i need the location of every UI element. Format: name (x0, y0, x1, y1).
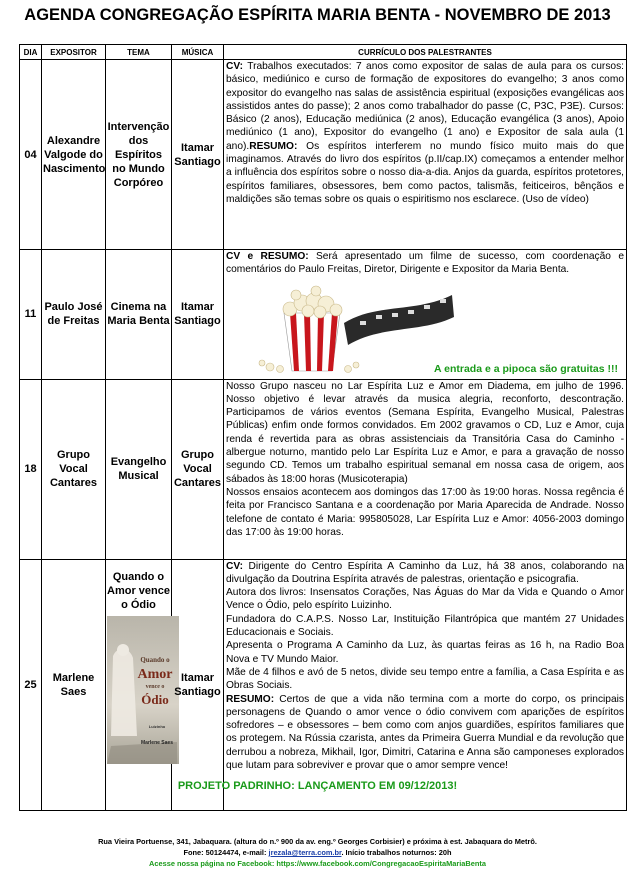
cv-text: Será apresentado um filme de sucesso, com coordenação e comentários do Paulo Freitas, Diretor, Dirigente e Expositor da Maria Benta. (226, 251, 624, 276)
cell-dia: 18 (20, 379, 42, 559)
cell-curriculo (224, 559, 627, 810)
resumo-text: Os espíritos interferem no mundo físico muito mais do que imaginamos. Através do livro dos espíritos (p.II/cap.IX) começamos a entender melhor a influência dos espíritos sobre o nosso dia-a-dia. Anjos da guarda, espíritos protetores, espíritos familiares, obsessores, bem como pactos, talismãs, feiticeiros, bênçãos e maldições são temas sobre os quais o espiritismo nos esclarece. (Uso de vídeo) (226, 140, 624, 205)
radio-paragraph: Apresenta o Programa A Caminho da Luz, às quartas feiras as 16 h, na Radio Boa Nova e TV Mundo Maior. (226, 640, 624, 665)
tema-title: Quando o Amor vence o Ódio (107, 570, 170, 611)
cv-label: CV: (226, 61, 243, 72)
resumo-label: RESUMO: (249, 140, 298, 152)
cell-musica: Itamar Santiago (172, 60, 224, 250)
books-paragraph: Autora dos livros: Insensatos Corações, Nas Águas do Mar da Vida e Quando o Amor Vence o Ódio, pelo espírito Luizinho. (226, 587, 624, 612)
table-row (20, 250, 627, 380)
cell-tema: Cinema na Maria Benta (106, 250, 172, 380)
cell-curriculo (224, 60, 627, 250)
cell-dia: 04 (20, 60, 42, 250)
resumo-paragraph (226, 693, 624, 773)
cell-dia: 25 (20, 559, 42, 810)
cv-label: CV e RESUMO: (226, 251, 309, 262)
footer-facebook[interactable]: Acesse nossa página no Facebook: https://www.facebook.com/CongregacaoEspiritaMariaBenta (149, 859, 486, 868)
svg-text:Amor: Amor (137, 666, 173, 682)
group-description: Nosso Grupo nasceu no Lar Espírita Luz e Amor em Diadema, em julho de 1996. Nosso objetivo é levar através da musica alegria, reconforto, descontração. Participamos de vários eventos (Semana Espírita, Evangelho Musical, Palestras Públicas) enfim onde formos convidados. Em 2002 gravamos o CD, Luz e Amor, cuja renda é revertida para as obras assistenciais da Transitória Casa do Caminho - albergue noturno, mantido pelo Lar Espírita Luz e Amor, e para a gravação de nosso segundo CD. Temos um trabalho espiritual semanal em nossa casa de origem, aos sábados às 18:00 horas (Musicoterapia) (226, 380, 624, 485)
svg-text:Marlene Saes: Marlene Saes (141, 739, 173, 746)
header-tema: TEMA (106, 45, 172, 60)
footer-address: Rua Vieira Portuense, 341, Jabaquara. (altura do n.º 900 da av. eng.º Georges Corbisier) e próxima à est. Jabaquara do Metrô. (98, 837, 537, 846)
cell-expositor: Alexandre Valgode do Nascimento (42, 60, 106, 250)
cell-musica: Grupo Vocal Cantares (172, 379, 224, 559)
table-row (20, 60, 627, 250)
page-title: AGENDA CONGREGAÇÃO ESPÍRITA MARIA BENTA - NOVEMBRO DE 2013 (24, 6, 611, 24)
cell-tema: Evangelho Musical (106, 379, 172, 559)
cell-musica: Itamar Santiago (172, 559, 224, 810)
header-dia: DIA (20, 45, 42, 60)
svg-text:vence o: vence o (145, 683, 165, 690)
cv-paragraph (226, 560, 624, 587)
cell-curriculo (224, 379, 627, 559)
cv-label: CV: (226, 560, 243, 572)
header-curriculo: CURRÍCULO DOS PALESTRANTES (224, 45, 627, 60)
table-row (20, 379, 627, 559)
cell-expositor: Grupo Vocal Cantares (42, 379, 106, 559)
cinema-block (226, 277, 624, 379)
header-expositor: EXPOSITOR (42, 45, 106, 60)
header-musica: MÚSICA (172, 45, 224, 60)
table-header-row (20, 45, 627, 60)
family-paragraph: Mãe de 4 filhos e avó de 5 netos, divide seu tempo entre a família, a Casa Espírita e as Obras Sociais. (226, 666, 624, 692)
footer (0, 836, 635, 869)
svg-text:Quando o: Quando o (140, 655, 170, 664)
footer-phone: Fone: 50124474, e-mail: (183, 848, 269, 857)
cv-text: Trabalhos executados: 7 anos como expositor de salas de aula para os cursos: básico, mediúnico e curso de formação de expositores do evangelho; 3 anos como expositor do evangelho nas salas de assistência espiritual (exposições evangélicas aos assistidos antes do passe); 2 anos como trabalhador do passe (C, P3C, P3E). Cursos: Básico (2 anos), Educação mediúnica (2 anos), Educação evangélica (3 anos), Apoio mediúnico (1 ano), Expositor do evangelho (1 ano) e Expositor de sala aula (1 ano). (226, 61, 624, 152)
cinema-tagline: A entrada e a pipoca são gratuitas !!! (434, 363, 618, 376)
footer-hours: . Início trabalhos noturnos: 20h (341, 848, 452, 857)
cell-expositor: Paulo José de Freitas (42, 250, 106, 380)
cv-text: Dirigente do Centro Espírita A Caminho da Luz, há 38 anos, colaborando na divulgação da Doutrina Espírita através de palestras, orientação e psicografia. (226, 560, 624, 585)
cell-curriculo (224, 250, 627, 380)
group-rehearsals: Nossos ensaios acontecem aos domingos das 17:00 às 19:00 horas. Nossa regência é feita por Francisco Santana e a coordenação por Maria Aparecida de Andrade. Nosso telefone de contato é Maria: 995805028, Lar Espírita Luz e Amor: 4056-2003 domingo das 17:00 às 19:00 horas. (226, 486, 624, 538)
founder-paragraph: Fundadora do C.A.P.S. Nosso Lar, Instituição Filantrópica que mantém 27 Unidades Educacionais e Sociais. (226, 613, 624, 639)
table-row (20, 559, 627, 810)
project-announcement: PROJETO PADRINHO: LANÇAMENTO EM 09/12/2013! (177, 780, 458, 792)
agenda-table (19, 44, 627, 811)
cell-tema: Intervenção dos Espíritos no Mundo Corpóreo (106, 60, 172, 250)
footer-contact (0, 847, 635, 858)
cell-dia: 11 (20, 250, 42, 380)
svg-text:Ódio: Ódio (141, 691, 169, 707)
cell-tema (106, 559, 172, 810)
resumo-label: RESUMO: (226, 693, 275, 705)
book-cover-image (107, 616, 179, 764)
email-link[interactable]: jrezala@terra.com.br (268, 848, 342, 857)
cell-musica: Itamar Santiago (172, 250, 224, 380)
popcorn-film-illustration (256, 283, 456, 375)
resumo-text: Certos de que a vida não termina com a morte do corpo, os principais personagens de Quando o amor vence o ódio convivem com aparições de espíritos sofredores – e obsessores – bem como com anjos guardiões, espíritos familiares que os protegem. Na Rússia czarista, antes da Primeira Guerra Mundial e da revolução que derrubou a nobreza, Mikhail, Igor, Dimitri, Catarina e Anna são camponeses explorados que lutam para sobreviver e provar que o amor sempre vence! (226, 693, 624, 772)
svg-text:Luizinho: Luizinho (148, 723, 166, 729)
cell-expositor: Marlene Saes (42, 559, 106, 810)
